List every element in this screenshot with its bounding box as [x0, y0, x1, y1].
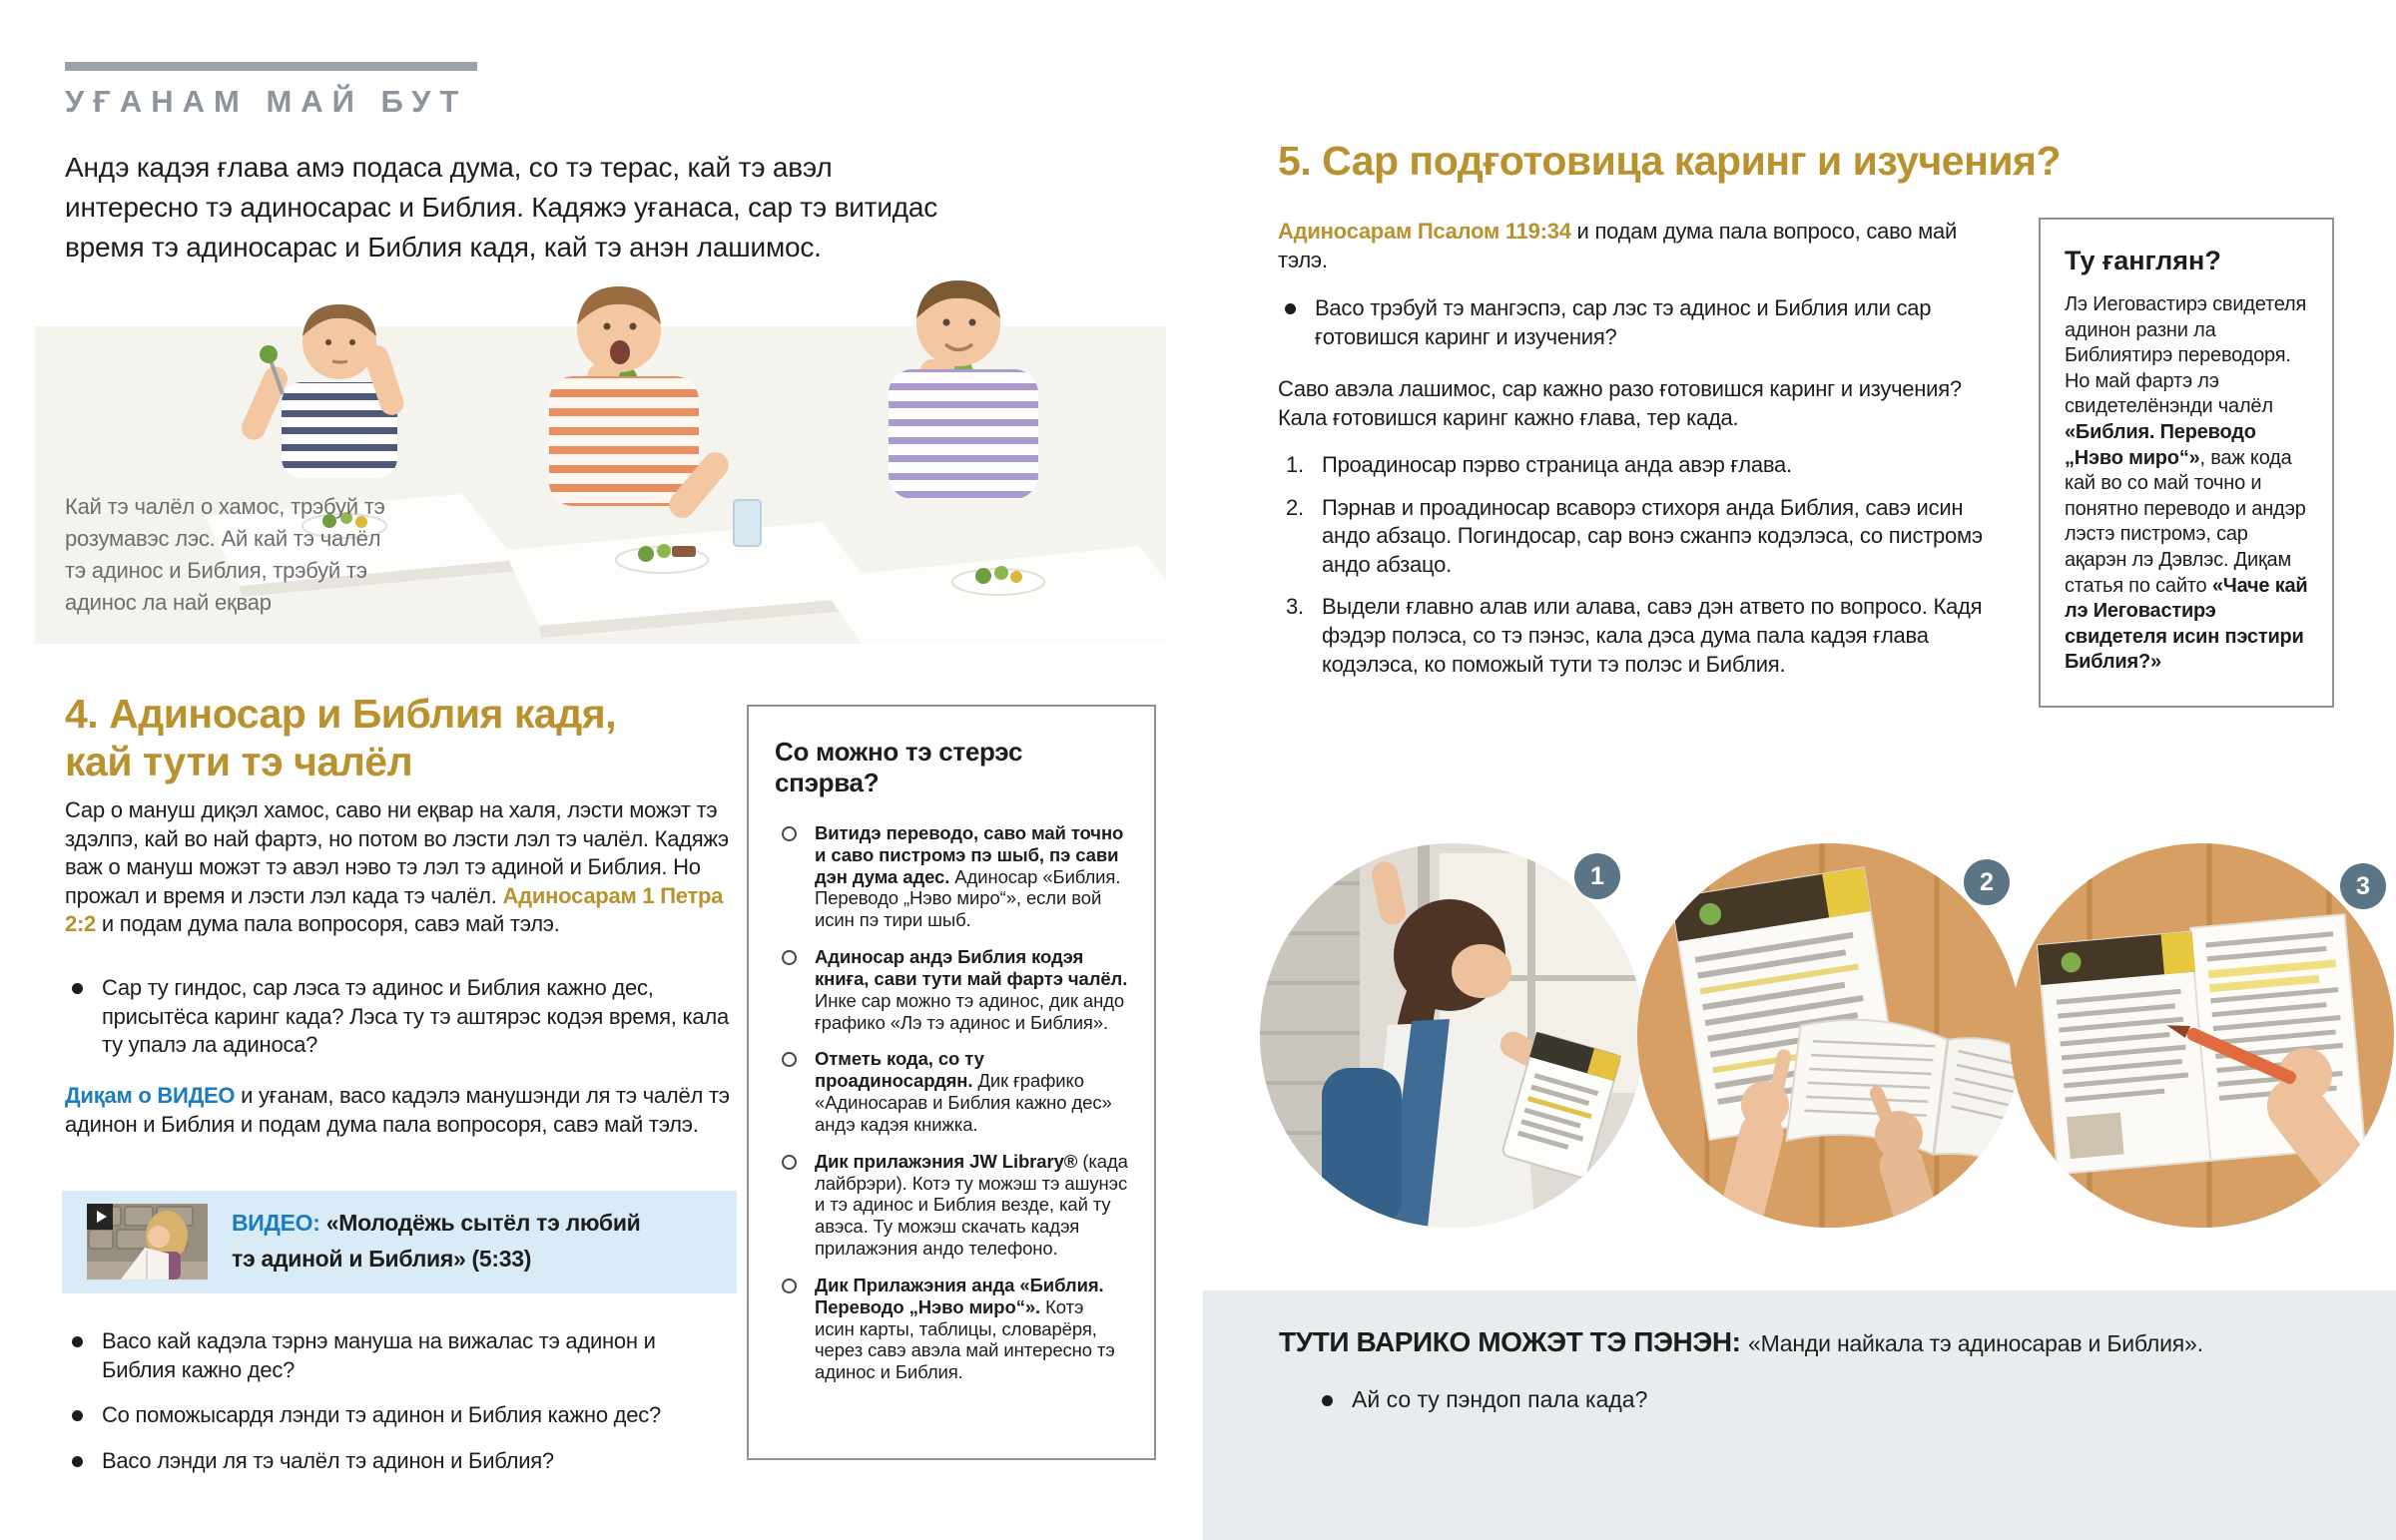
- checklist-item-bold: Адиносар андэ Библия кодэя книға, сави тути май фартэ чалёл.: [815, 946, 1128, 989]
- study-step: [1278, 494, 2007, 580]
- kicker-bar: [65, 62, 477, 71]
- section-4-question-text: Сар ту гиндос, сар лэса тэ адинос и Библия кажно дес, присытёса каринг када? Лэса ту тэ аштярэс кодэя время, кала ту упалэ ла адиноса?: [102, 975, 729, 1058]
- step-badge-2: 2: [1964, 859, 2010, 905]
- checklist-item-bold: Витидэ переводо, саво май точно и саво пистромэ пэ шыб, пэ сави дэн дума адес.: [815, 822, 1124, 887]
- video-question-list: [65, 1327, 714, 1475]
- section-5-paragraph-2: Саво авэла лашимос, сар кажно разо ғотовишся каринг и изучения? Кала ғотовишся каринг кажно ғлава, тер када.: [1278, 376, 1962, 430]
- section-5-paragraph-1: [1278, 218, 1977, 274]
- page-kicker: УҒАНАМ МАЙ БУТ: [65, 84, 468, 119]
- section-5-heading: 5. Сар подғотовица каринг и изучения?: [1278, 138, 2062, 184]
- review-question-bullet: [1315, 1386, 2250, 1413]
- checklist-item-bold: Отметь кода, со ту проадиносардян.: [815, 1048, 984, 1092]
- step-photo-2-books-open: [1637, 843, 2022, 1228]
- video-lead-paragraph: [65, 1082, 732, 1139]
- step-text: Выдели ғлавно алав или алава, савэ дэн атвето по вопросо. Кадя фэдэр полэса, со тэ пэнэс, кала дэса дума пала кадэя ғлава кодэлэса, ко поможый тути тэ полэс и Библия.: [1322, 594, 1983, 677]
- section-5-question-text: Васо трэбуй тэ мангэспэ, сар лэс тэ адинос и Библия или сар ғотовишся каринг и изучения?: [1315, 295, 1932, 349]
- checklist-item-rest: Котэ исин карты, таблицы, словарёря, через савэ авэла май интересно тэ адинос и Библия.: [815, 1295, 1115, 1383]
- scripture-link-psalm-119-34[interactable]: Адиносарам Псалом 119:34: [1278, 219, 1571, 244]
- scripture-link-1-peter-2-2[interactable]: Адиносарам 1 Петра 2:2: [65, 882, 724, 937]
- checklist-item-rest: (када лайбрэри). Котэ ту можэш тэ ашунэс и тэ адинос и Библия везде, кай ту авэса. Ту можэш скачать кадэя прилажэния андо телефоно.: [815, 1150, 1128, 1260]
- photo-3-drawing: [2010, 843, 2394, 1228]
- did-you-know-title: Ту ғанглян?: [2065, 246, 2221, 275]
- did-you-know-text: [2065, 292, 2308, 676]
- step-number: 1.: [1286, 452, 1304, 477]
- checklist-item-rest: Адиносар «Библия. Переводо „Нэво миро“», если вой исин пэ тири шыб.: [815, 865, 1121, 931]
- video-question-item: [65, 1327, 714, 1384]
- video-question-text: Васо лэнди ля тэ чалёл тэ адинон и Библия?: [102, 1447, 554, 1473]
- study-step: [1278, 451, 2007, 480]
- checklist-item: [775, 1048, 1128, 1135]
- checklist-box: [747, 705, 1156, 1460]
- play-icon: [97, 1211, 107, 1223]
- checklist-item: [775, 1151, 1128, 1260]
- photo-2-drawing: [1637, 843, 2022, 1228]
- video-title-text: «Молодёжь сытёл тэ любий тэ адиной и Библия» (5:33): [232, 1210, 641, 1272]
- did-you-know-seg3: , важ кода кай во со май точно и понятно переводо и андэр лэстэ пистромэ, сар ақарэн лэ Дэвлэс. Диқам статья по сайто: [2065, 446, 2306, 597]
- checklist-item: [775, 946, 1128, 1033]
- review-lead-rest: «Манди найкала тэ адиносарав и Библия».: [1747, 1330, 2203, 1356]
- section-5-paragraph-1-tail: и подам дума пала вопросо, саво май тэлэ.: [1278, 219, 1958, 272]
- checklist-item-rest: Дик ғрафико «Адиносарав и Библия кажно дес» андэ кадэя книжка.: [815, 1070, 1112, 1135]
- checklist-item: [775, 822, 1128, 931]
- video-title: [232, 1206, 651, 1277]
- study-step: [1278, 593, 2007, 679]
- video-question-text: Васо кай кадэла тэрнэ мануша на вижалас тэ адинон и Библия кажно дес?: [102, 1328, 656, 1382]
- checklist-item: [775, 1275, 1128, 1383]
- photo-1-drawing: [1260, 843, 1644, 1228]
- section-4-paragraph-lead: Сар о мануш диқэл хамос, саво ни еқвар на халя, лэсти можэт тэ здэлпэ, кай во най фартэ, но потом во лэсти лэл тэ чалёл. Кадяжэ важ о мануш можэт тэ авэл нэво тэ лэл тэ адиной и Библия. Но прожал и время и лэсти лэл када тэ чалёл.: [65, 797, 729, 908]
- did-you-know-seg1: Лэ Иеговастирэ свидетеля адинон разни ла Библиятирэ переводоря. Но май фартэ лэ свидетелёнэнди чалёл: [2065, 293, 2307, 418]
- watch-video-link[interactable]: Диқам о ВИДЕО: [65, 1083, 236, 1108]
- video-thumbnail[interactable]: [87, 1204, 208, 1280]
- section-5-question-bullet: [1278, 294, 1994, 351]
- step-number: 2.: [1286, 494, 1304, 520]
- hero-caption: Кай тэ чалёл о хамос, трэбуй тэ розумавэс лэс. Ай кай тэ чалёл тэ адинос и Библия, трэбуй тэ адинос ла най еқвар: [65, 494, 385, 615]
- video-question-item: [65, 1401, 714, 1430]
- intro-paragraph: Андэ кадэя ғлава амэ подаса дума, со тэ терас, кай тэ авэл интересно тэ адиносарас и Библия. Кадяжэ уғанаса, сар тэ витидас время тэ адиносарас и Библия кадя, кай тэ анэн лашимос.: [65, 152, 938, 262]
- video-question-text: Со поможысардя лэнди тэ адинон и Библия кажно дес?: [102, 1402, 661, 1428]
- step-badge-1: 1: [1574, 853, 1620, 899]
- video-lead-rest: и уғанам, васо кадэлэ манушэнди ля тэ чалёл тэ адинон и Библия и подам дума пала вопросоря, савэ май тэлэ.: [65, 1083, 730, 1137]
- section-4-heading: [65, 691, 754, 786]
- review-question-text: Ай со ту пэндоп пала када?: [1352, 1386, 1648, 1412]
- step-badge-3: 3: [2340, 863, 2386, 909]
- checklist-item-rest: Инке сар можно тэ адинос, дик андо ғрафико «Лэ тэ адинос и Библия».: [815, 989, 1125, 1033]
- section-4-paragraph: [65, 796, 732, 939]
- step-photo-3-marking-with-pen: [2010, 843, 2394, 1228]
- did-you-know-seg2: «Библия. Переводо „Нэво миро“»: [2065, 420, 2256, 469]
- review-lead-bold: ТУТИ ВАРИКО МОЖЭТ ТЭ ПЭНЭН:: [1279, 1326, 1748, 1357]
- step-number: 3.: [1286, 594, 1304, 620]
- section-4-paragraph-tail: и подам дума пала вопросоря, савэ май тэлэ.: [96, 911, 560, 937]
- checklist-item-bold: Дик прилажэния JW Library®: [815, 1150, 1078, 1172]
- review-box: [1203, 1290, 2396, 1540]
- study-steps-list: [1278, 451, 2007, 679]
- play-button[interactable]: [87, 1204, 113, 1230]
- video-box[interactable]: [62, 1191, 737, 1293]
- did-you-know-box: [2039, 218, 2334, 708]
- step-text: Проадиносар пэрво страница анда авэр ғлава.: [1322, 452, 1792, 477]
- section-4-heading-line1: 4. Адиносар и Библия кадя,: [65, 691, 617, 737]
- video-question-item: [65, 1447, 714, 1476]
- hero-illustration-boys-eating: [35, 326, 1166, 644]
- review-lead: [1279, 1326, 2357, 1358]
- article-link-text[interactable]: «Чаче кай лэ Иеговастирэ свидетеля исин пэстири Библия?»: [2065, 574, 2308, 674]
- step-photo-1-reading-tablet: [1260, 843, 1644, 1228]
- step-text: Пэрнав и проадиносар всаворэ стихоря анда Библия, савэ исин андо абзацо. Погиндосар, сар вонэ сжанпэ кодэлэса, со пистромэ андо абзацо.: [1322, 494, 1983, 577]
- checklist-title: Со можно тэ стерэс спэрва?: [775, 737, 1023, 797]
- section-4-question-bullet: [65, 974, 751, 1060]
- video-label: ВИДЕО:: [232, 1210, 320, 1236]
- section-4-heading-line2: кай тути тэ чалёл: [65, 738, 413, 784]
- checklist-item-bold: Дик Прилажэния анда «Библия. Переводо „Нэво миро“».: [815, 1274, 1104, 1317]
